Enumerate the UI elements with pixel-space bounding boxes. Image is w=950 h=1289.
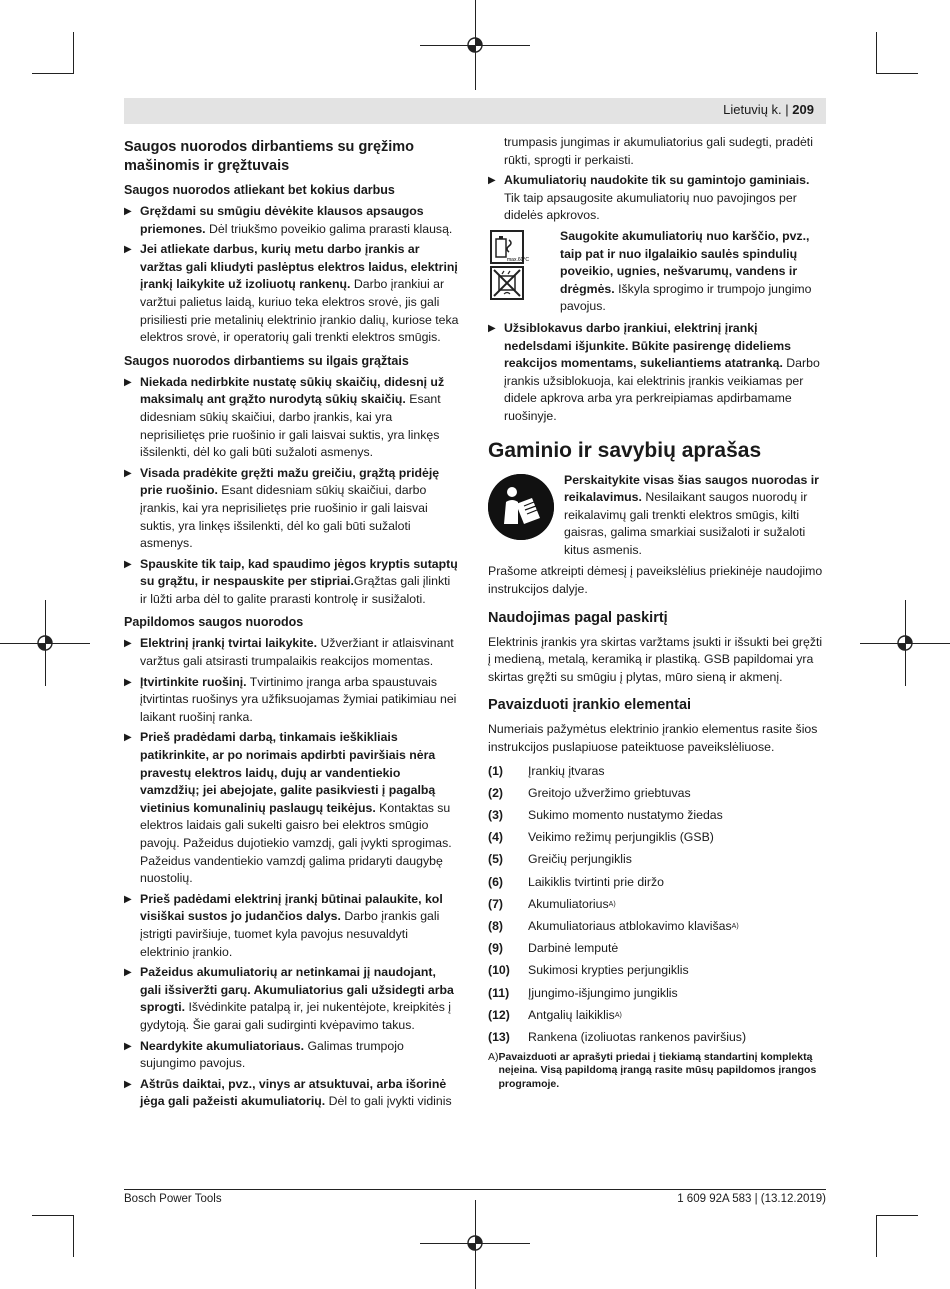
component-item [488, 918, 828, 936]
bullet-bold: Spauskite tik taip, kad spaudimo jėgos kryptis sutaptų su grąžtu, ir nespauskite per stipriai. [140, 556, 458, 589]
component-number: (6) [488, 874, 504, 889]
component-number: (12) [488, 1007, 510, 1022]
right-column [488, 134, 828, 1091]
footnote [488, 1051, 828, 1091]
bullet-bold: Akumuliatorių naudokite tik su gamintojo gaminiais. [504, 173, 810, 188]
component-item [488, 896, 828, 914]
bullet-text: Esant didesniam sūkių skaičiui, darbo įrankis, kai yra neprisilietęs prie ruošinio ir gali laisvai suktis, yra linkęs išsilenkti, dėl ko gali būti sužaloti asmenys. [140, 392, 441, 460]
component-number: (13) [488, 1029, 510, 1044]
bullet-bold: Įtvirtinkite ruošinį. [140, 674, 247, 689]
component-label: Veikimo režimų perjungiklis (GSB) [528, 830, 714, 845]
bullet-bold: Pažeidus akumuliatorių ar netinkamai jį naudojant, gali išsiveržti garų. Akumuliatorius gali užsidegti arba sprogti. [140, 965, 454, 1015]
component-item [488, 807, 828, 825]
bullet-item [124, 1076, 460, 1111]
component-number: (2) [488, 785, 504, 800]
component-item [488, 940, 828, 958]
component-number: (11) [488, 985, 510, 1000]
bullet-item [124, 374, 460, 462]
bullet-item [124, 465, 460, 553]
bullet-item [488, 172, 828, 225]
bullet-item [124, 556, 460, 609]
read-manual-icon [488, 474, 554, 540]
registration-mark-icon [36, 634, 54, 652]
component-label: Antgalių laikiklis [528, 1007, 615, 1022]
component-number: (10) [488, 963, 510, 978]
bullet-bold: Užsiblokavus darbo įrankiui, elektrinį įrankį nedelsdami išjunkite. Būkite pasirengę dideliems reakcijos momentams, sukeliantiems atatranką. [504, 320, 792, 371]
component-footnote-ref: A) [608, 900, 616, 908]
component-label: Sukimosi krypties perjungiklis [528, 963, 689, 978]
bullet-text: Užveržiant ir atlaisvinant varžtus gali atsirasti trumpalaikis reakcijos momentas. [140, 636, 454, 669]
component-label: Rankena (izoliuotas rankenos paviršius) [528, 1029, 747, 1044]
bullet-text: Galimas trumpojo sujungimo pavojus. [140, 1038, 404, 1071]
component-label: Įjungimo-išjungimo jungiklis [528, 985, 678, 1000]
component-item [488, 985, 828, 1003]
crop-mark [32, 1215, 74, 1216]
bullet-bold: Aštrūs daiktai, pvz., vinys ar atsuktuvai, arba išorinė jėga gali pažeisti akumuliatorių. [140, 1076, 447, 1109]
component-item [488, 1029, 828, 1047]
section-title: Saugos nuorodos dirbantiems su gręžimo mašinomis ir gręžtuvais [124, 139, 415, 174]
bullet-text: Esant didesniam sūkių skaičiui, darbo įrankis, kai yra neprisilietęs prie ruošinio ir gali laisvai suktis, yra linkęs išsilenkti, dėl ko gali būti sužaloti asmenys. [140, 483, 428, 551]
bullet-bold: Niekada nedirbkite nustatę sūkių skaičių, didesnį už maksimalų ant grąžto nurodytą sūkių skaičių. [140, 374, 445, 407]
bullet-item [124, 891, 460, 961]
bullet-text: Kontaktas su elektros laidais gali sukelti gaisro bei elektros smūgio pavojų. Pažeidus dujotiekio vamzdį, gali įvykti sprogimas. Pažeidus vandentiekio vamzdį galima pridaryti daugybę nuostolių. [140, 800, 452, 886]
bullet-item [124, 964, 460, 1034]
battery-water-prohibited-icon [490, 266, 524, 300]
subsection-title: Papildomos saugos nuorodos [124, 615, 304, 630]
footer-rule [124, 1189, 826, 1190]
component-number: (9) [488, 941, 504, 956]
bullet-item [124, 1038, 460, 1073]
bullet-bold: Visada pradėkite gręžti mažu greičiu, grąžtą pridėję prie ruošinio. [140, 465, 440, 498]
component-label: Sukimo momento nustatymo žiedas [528, 808, 723, 822]
page-number: 209 [792, 102, 814, 117]
component-number: (8) [488, 918, 504, 933]
bullet-item [488, 320, 828, 426]
component-label: Greitojo užveržimo griebtuvas [528, 785, 691, 800]
header-language: Lietuvių k. [723, 102, 782, 117]
footer-brand: Bosch Power Tools [124, 1193, 222, 1205]
registration-mark-icon [466, 36, 484, 54]
bullet-item [124, 635, 460, 670]
component-number: (3) [488, 808, 504, 822]
bullet-text: Grąžtas gali įlinkti ir lūžti arba dėl to galite prarasti kontrolę ir susižaloti. [140, 574, 451, 606]
footer-doc-id: 1 609 92A 583 | (13.12.2019) [677, 1193, 826, 1205]
continued-text: trumpasis jungimas ir akumuliatorius gali sudegti, pradėti rūkti, sprogti ir perkaisti. [504, 135, 813, 167]
component-item [488, 763, 828, 781]
component-item [488, 1007, 828, 1025]
bullet-bold: Prieš pradėdami darbą, tinkamais ieškikliais patikrinkite, ar po norimais apdirbti paviršiais nėra pravestų elektros laidų, dujų ar vandentiekio vamzdžių; jei abejojate, galite pasikviesti į pagalbą vietinius komunalinių paslaugų teikėjus. [140, 730, 436, 815]
bullet-text: Dėl triukšmo poveikio galima prarasti klausą. [205, 221, 453, 236]
component-number: (5) [488, 852, 504, 867]
temperature-label: max.60°C [507, 256, 530, 263]
battery-warning-block [488, 228, 828, 316]
heat-warning-text: Iškyla sprogimo ir trumpojo jungimo pavojus. [560, 281, 812, 314]
component-number: (7) [488, 896, 504, 911]
bullet-text: Išvėdinkite patalpą ir, jei nukentėjote, kreipkitės į gydytoją. Šie garai gali sudirginti kvėpavimo takus. [140, 1000, 451, 1032]
bullet-text: Darbo įrankis užsiblokuoja, kai elektrinis įrankis veikiamas per didele apkrova arba yra perkreipiamas apdirbamame ruošinyje. [504, 356, 820, 423]
component-item [488, 874, 828, 892]
footnote-mark: A) [488, 1051, 499, 1064]
component-item [488, 851, 828, 869]
component-number: (1) [488, 763, 504, 778]
component-item [488, 829, 828, 847]
bullet-item [124, 203, 460, 238]
bullet-bold: Neardykite akumuliatoriaus. [140, 1038, 305, 1053]
component-footnote-ref: A) [731, 922, 739, 930]
component-label: Akumuliatorius [528, 896, 609, 911]
bullet-text: Dėl to gali įvykti vidinis [325, 1094, 452, 1109]
main-section-title: Gaminio ir savybių aprašas [488, 438, 762, 462]
bullet-bold: Gręždami su smūgiu dėvėkite klausos apsaugos priemones. [140, 204, 424, 236]
bullet-item [124, 729, 460, 887]
read-text: Nesilaikant saugos nuorodų ir reikalavimų gali trenkti elektros smūgis, kilti gaisras, galima smarkiai susižaloti ir sužaloti kitus asmenis. [564, 490, 808, 557]
bullet-text: Tvirtinimo įranga arba spaustuvais įtvirtintas ruošinys yra užfiksuojamas žymiai patikimiau nei laikant ruošinį ranka. [140, 674, 457, 724]
component-label: Įrankių įtvaras [528, 763, 605, 778]
subsection-title: Saugos nuorodos atliekant bet kokius darbus [124, 183, 395, 197]
component-label: Laikiklis tvirtinti prie diržo [528, 874, 664, 889]
crop-mark [32, 73, 74, 74]
header-band [124, 98, 826, 124]
bullet-item [124, 674, 460, 727]
page-header [723, 102, 814, 117]
read-instructions-block [488, 472, 828, 560]
crop-mark [876, 32, 877, 74]
crop-mark [73, 32, 74, 74]
components-list [488, 763, 828, 1047]
left-column [124, 138, 460, 1114]
components-title: Pavaizduoti įrankio elementai [488, 697, 692, 714]
crop-mark [876, 1215, 918, 1216]
bullet-text: Darbo įrankis gali įstrigti paviršiuje, tuomet kyla pavojus nesuvaldyti elektrinio įrankio. [140, 909, 440, 959]
subsection-title: Saugos nuorodos dirbantiems su ilgais grąžtais [124, 353, 409, 368]
bullet-bold: Elektrinį įrankį tvirtai laikykite. [140, 636, 318, 651]
crop-mark [876, 73, 918, 74]
registration-mark-icon [466, 1234, 484, 1252]
usage-title: Naudojimas pagal paskirtį [488, 609, 668, 626]
read-note: Prašome atkreipti dėmesį į paveikslėlius priekinėje naudojimo instrukcijos dalyje. [488, 564, 823, 597]
heat-warning-bold: Saugokite akumuliatorių nuo karščio, pvz., taip pat ir nuo ilgalaikio saulės spindulių poveikio, ugnies, nešvarumų, vandens ir drėgmės. [560, 228, 810, 296]
component-item [488, 785, 828, 803]
component-item [488, 962, 828, 980]
bullet-bold: Jei atliekate darbus, kurių metu darbo įrankis ar varžtas gali kliudyti paslėptus elektros laidus, elektrinį įrankį laikykite už izoliuotų rankenų. [140, 242, 458, 292]
component-footnote-ref: A) [614, 1011, 622, 1019]
components-intro: Numeriais pažymėtus elektrinio įrankio elementus rasite šios instrukcijos puslapiuose pateiktuose paveikslėliuose. [488, 722, 818, 755]
usage-text: Elektrinis įrankis yra skirtas varžtams įsukti ir išsukti bei gręžti į medieną, metalą, keramiką ir plastiką. GSB papildomai yra skirtas gręžti su smūgiu į plytas, mūro sieną ir akmenį. [488, 634, 823, 684]
bullet-bold: Prieš padėdami elektrinį įrankį būtinai palaukite, kol visiškai sustos jo judančios dalys. [140, 891, 443, 924]
bullet-text: Darbo įrankiui ar varžtui palietus laidą, kuriuo teka elektros srovė, jis gali prisiliesti prie metalinių elektrinio įrankio dalių, kuriose teka elektros srovė, ir operatorių gali trenkti elektros smūgis. [140, 277, 459, 345]
bullet-item [124, 241, 460, 347]
crop-mark [73, 1215, 74, 1257]
component-label: Akumuliatoriaus atblokavimo klavišas [528, 918, 732, 933]
footnote-text: Pavaizduoti ar aprašyti priedai į tiekiamą standartinį komplektą neįeina. Visą papildomą įrangą rasite mūsų papildomos įrangos programoje. [498, 1051, 817, 1090]
component-number: (4) [488, 830, 504, 845]
component-label: Greičių perjungiklis [528, 852, 632, 867]
battery-heat-icon [490, 230, 530, 264]
header-separator: | [785, 102, 789, 117]
component-label: Darbinė lemputė [528, 941, 619, 956]
read-bold: Perskaitykite visas šias saugos nuorodas ir reikalavimus. [564, 472, 819, 505]
bullet-text: Tik taip apsaugosite akumuliatorių nuo pavojingos per didelės apkrovos. [504, 190, 797, 223]
registration-mark-icon [896, 634, 914, 652]
crop-mark [876, 1215, 877, 1257]
